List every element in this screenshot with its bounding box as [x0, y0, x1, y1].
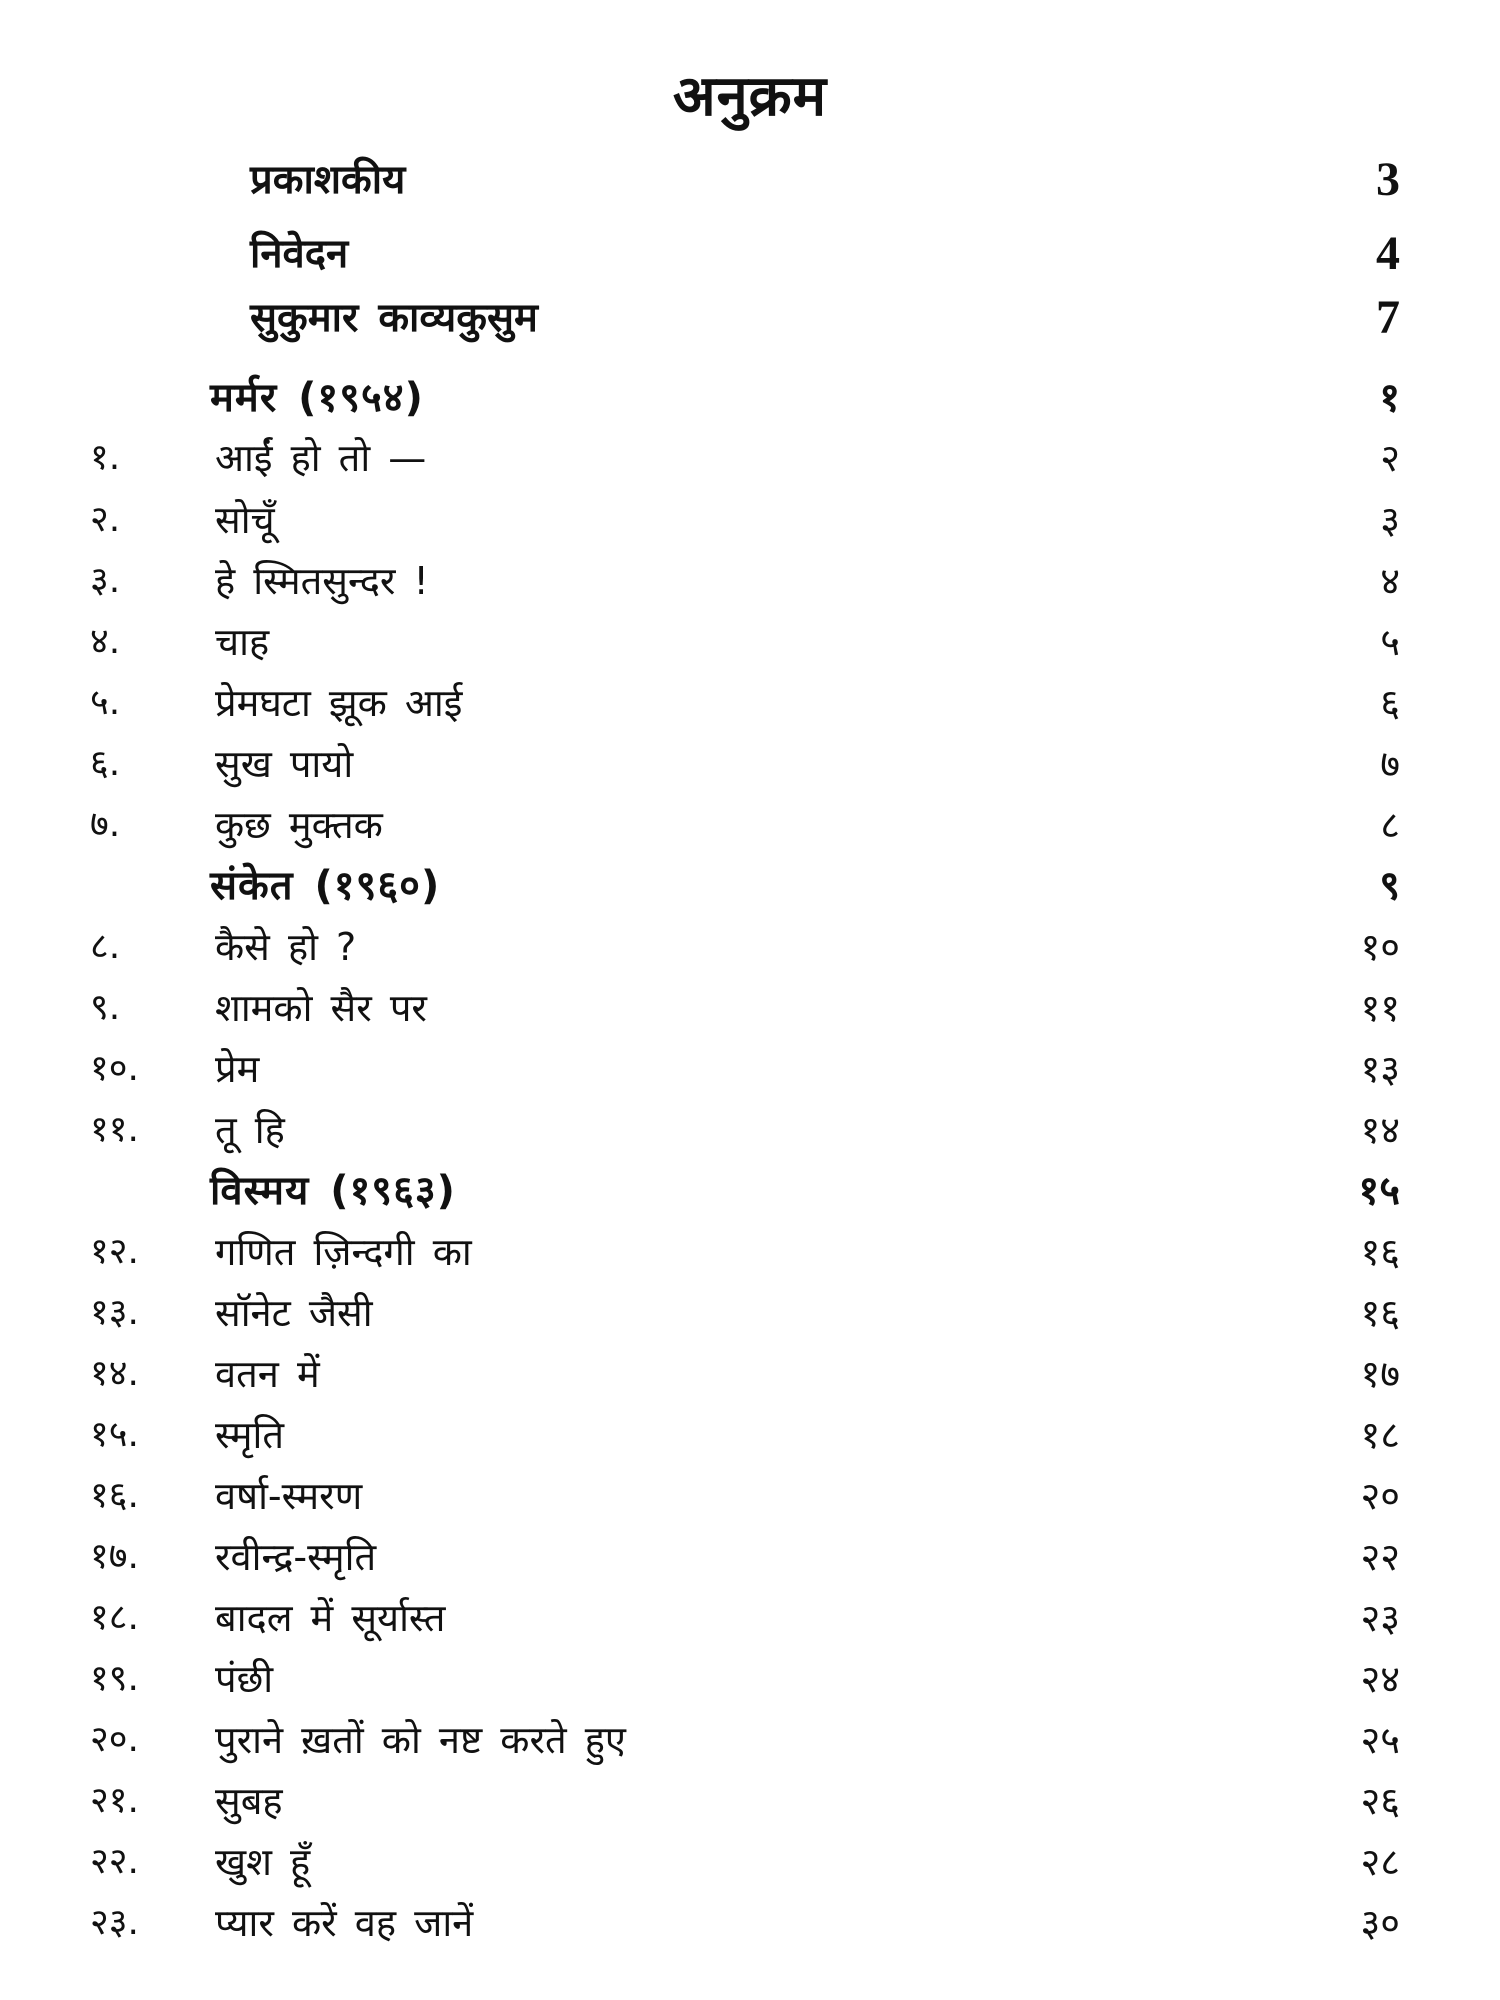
toc-entry [0, 1649, 1500, 1709]
page-number: ३ [1380, 498, 1400, 542]
entry-number: १४. [90, 1353, 139, 1394]
toc-entry [0, 978, 1500, 1038]
page-number: १४ [1360, 1108, 1400, 1152]
entry-number: २१. [90, 1780, 139, 1821]
entry-number: २०. [90, 1719, 139, 1760]
entry-title: पंछी [215, 1657, 274, 1701]
page-number: १ [1379, 375, 1400, 421]
entry-number: १०. [90, 1048, 139, 1089]
front-matter-row [0, 288, 1500, 348]
page-number: १३ [1360, 1047, 1400, 1091]
section-heading [0, 1161, 1500, 1221]
entry-number: २३. [90, 1902, 139, 1943]
page-number: २० [1360, 1474, 1400, 1518]
entry-title: शामको सैर पर [215, 986, 427, 1030]
page-number: २८ [1360, 1840, 1400, 1884]
toc-entry [0, 734, 1500, 794]
toc-entry [0, 1893, 1500, 1953]
toc-entry [0, 490, 1500, 550]
toc-entry [0, 612, 1500, 672]
page-number: ७ [1380, 742, 1400, 786]
entry-number: १. [90, 437, 121, 478]
page-number: ६ [1380, 681, 1400, 725]
entry-title: वतन में [215, 1352, 320, 1396]
page-number: १८ [1360, 1413, 1400, 1457]
front-matter-row [0, 150, 1500, 210]
page-number: १५ [1358, 1168, 1400, 1214]
entry-title: आईं हो तो — [215, 436, 427, 480]
page-number: ९ [1379, 863, 1400, 909]
page-title: अनुक्रम [672, 64, 828, 129]
entry-number: ८. [90, 926, 121, 967]
entry-title: सॉनेट जैसी [215, 1291, 373, 1335]
toc-entry [0, 1832, 1500, 1892]
entry-number: ४. [90, 621, 121, 662]
toc-entry [0, 1100, 1500, 1160]
section-title: मर्मर (१९५४) [210, 375, 424, 421]
section-heading [0, 856, 1500, 916]
entry-number: १९. [90, 1658, 139, 1699]
page-number: २५ [1360, 1718, 1400, 1762]
toc-entry [0, 1588, 1500, 1648]
page-number: १७ [1360, 1352, 1400, 1396]
entry-number: १५. [90, 1414, 139, 1455]
page-number: ११ [1360, 986, 1400, 1030]
toc-entry [0, 795, 1500, 855]
page-number: २४ [1360, 1657, 1400, 1701]
toc-entry [0, 551, 1500, 611]
entry-title: पुराने ख़तों को नष्ट करते हुए [215, 1718, 626, 1762]
entry-title: तू हि [215, 1108, 285, 1152]
entry-title: हे स्मितसुन्दर ! [215, 559, 429, 603]
section-title: संकेत (१९६०) [210, 863, 441, 909]
toc-entry [0, 1466, 1500, 1526]
entry-number: २२. [90, 1841, 139, 1882]
entry-number: ९. [90, 987, 121, 1028]
entry-title: कुछ मुक्तक [215, 803, 383, 847]
toc-entry [0, 1405, 1500, 1465]
entry-title: प्रेम [215, 1047, 260, 1091]
page-number: १६ [1360, 1230, 1400, 1274]
entry-title: प्रेमघटा झूक आई [215, 681, 463, 725]
page-number: २२ [1360, 1535, 1400, 1579]
toc-entry [0, 1039, 1500, 1099]
page-number: १६ [1360, 1291, 1400, 1335]
entry-title: कैसे हो ? [215, 925, 357, 969]
entry-number: ५. [90, 682, 121, 723]
toc-entry [0, 917, 1500, 977]
entry-title: स्मृति [215, 1413, 285, 1457]
entry-title: वर्षा-स्मरण [215, 1474, 363, 1518]
page-number: ५ [1380, 620, 1400, 664]
page-number: २ [1380, 436, 1400, 480]
toc-entry [0, 1771, 1500, 1831]
entry-number: १८. [90, 1597, 139, 1638]
toc-entry [0, 1222, 1500, 1282]
entry-number: ३. [90, 560, 121, 601]
page-number: ८ [1380, 803, 1400, 847]
page-number: 7 [1376, 291, 1400, 344]
entry-title: सुकुमार काव्यकुसुम [250, 295, 538, 341]
entry-title: निवेदन [250, 231, 349, 277]
entry-title: सुबह [215, 1779, 283, 1823]
entry-title: खुश हूँ [215, 1840, 311, 1884]
entry-title: प्रकाशकीय [250, 157, 406, 203]
entry-number: ७. [90, 804, 121, 845]
page-number: 3 [1376, 153, 1400, 206]
entry-number: १७. [90, 1536, 139, 1577]
section-heading [0, 368, 1500, 428]
toc-entry [0, 428, 1500, 488]
entry-number: ६. [90, 743, 121, 784]
page-number: २३ [1360, 1596, 1400, 1640]
entry-number: १३. [90, 1292, 139, 1333]
entry-title: बादल में सूर्यास्त [215, 1596, 446, 1640]
entry-title: रवीन्द्र-स्मृति [215, 1535, 377, 1579]
entry-number: २. [90, 499, 121, 540]
entry-title: गणित ज़िन्दगी का [215, 1230, 472, 1274]
toc-entry [0, 1344, 1500, 1404]
toc-entry [0, 1710, 1500, 1770]
entry-title: सुख पायो [215, 742, 354, 786]
page-number: 4 [1376, 227, 1400, 280]
page-number: ३० [1360, 1901, 1400, 1945]
entry-number: १२. [90, 1231, 139, 1272]
entry-number: १६. [90, 1475, 139, 1516]
page-number: २६ [1360, 1779, 1400, 1823]
section-title: विस्मय (१९६३) [210, 1168, 456, 1214]
toc-entry [0, 1527, 1500, 1587]
entry-title: चाह [215, 620, 270, 664]
toc-entry [0, 1283, 1500, 1343]
toc-entry [0, 673, 1500, 733]
page-number: ४ [1380, 559, 1400, 603]
entry-title: सोचूँ [215, 498, 275, 542]
entry-title: प्यार करें वह जानें [215, 1901, 474, 1945]
page-number: १० [1360, 925, 1400, 969]
entry-number: ११. [90, 1109, 139, 1150]
front-matter-row [0, 224, 1500, 284]
